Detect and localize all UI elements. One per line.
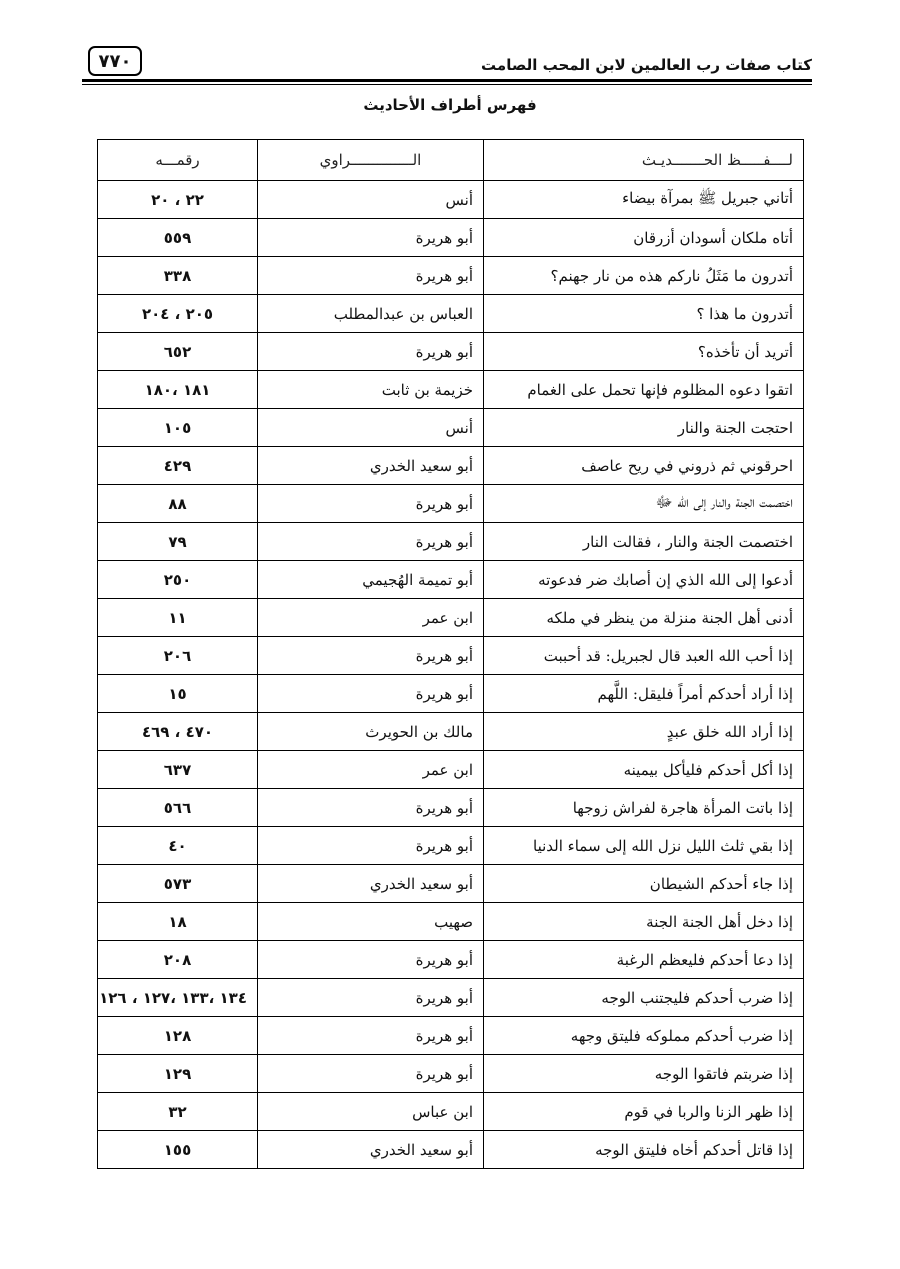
narrator-name: أبو هريرة	[258, 1055, 484, 1093]
narrator-name: ابن عمر	[258, 751, 484, 789]
narrator-name: أبو هريرة	[258, 485, 484, 523]
table-row	[98, 675, 804, 713]
narrator-name: أبو هريرة	[258, 523, 484, 561]
narrator-name: أنس	[258, 181, 484, 219]
table-row	[98, 523, 804, 561]
hadith-text: إذا أكل أحدكم فليأكل بيمينه	[484, 751, 804, 789]
table-row	[98, 219, 804, 257]
narrator-name: خزيمة بن ثابت	[258, 371, 484, 409]
table-row	[98, 371, 804, 409]
table-row	[98, 1093, 804, 1131]
hadith-index-table	[97, 139, 804, 1169]
narrator-name: أنس	[258, 409, 484, 447]
narrator-name: أبو هريرة	[258, 789, 484, 827]
hadith-number: ١١	[98, 599, 258, 637]
hadith-number: ٤٧٠ ، ٤٦٩	[98, 713, 258, 751]
hadith-number: ٣٢	[98, 1093, 258, 1131]
hadith-text: إذا باتت المرأة هاجرة لفراش زوجها	[484, 789, 804, 827]
table-row	[98, 181, 804, 219]
hadith-number: ٢٠٦	[98, 637, 258, 675]
hadith-text: أتريد أن تأخذه؟	[484, 333, 804, 371]
narrator-name: صهيب	[258, 903, 484, 941]
hadith-text: أتدرون ما مَثَلُ ناركم هذه من نار جهنم؟	[484, 257, 804, 295]
narrator-name: أبو هريرة	[258, 1017, 484, 1055]
hadith-text: إذا دخل أهل الجنة الجنة	[484, 903, 804, 941]
narrator-name: ابن عباس	[258, 1093, 484, 1131]
hadith-text: احرقوني ثم ذروني في ريح عاصف	[484, 447, 804, 485]
table-row	[98, 599, 804, 637]
narrator-name: أبو هريرة	[258, 941, 484, 979]
narrator-name: أبو هريرة	[258, 333, 484, 371]
hadith-text: إذا أحب الله العبد قال لجبريل: قد أحببت	[484, 637, 804, 675]
table-row	[98, 941, 804, 979]
hadith-text: أتاني جبريل ﷺ بمرآة بيضاء	[484, 181, 804, 219]
hadith-number: ٤٢٩	[98, 447, 258, 485]
table-row	[98, 751, 804, 789]
hadith-text: إذا ظهر الزنا والربا في قوم	[484, 1093, 804, 1131]
hadith-text: إذا دعا أحدكم فليعظم الرغبة	[484, 941, 804, 979]
table-body	[98, 181, 804, 1169]
hadith-number: ٦٥٢	[98, 333, 258, 371]
hadith-text: إذا أراد أحدكم أمراً فليقل: اللَّهم	[484, 675, 804, 713]
column-header-number: رقمـــه	[98, 140, 258, 181]
narrator-name: أبو هريرة	[258, 637, 484, 675]
table-row	[98, 447, 804, 485]
table-row	[98, 1017, 804, 1055]
header-rule-thin	[82, 84, 812, 85]
narrator-name: ابن عمر	[258, 599, 484, 637]
hadith-text: إذا ضرب أحدكم فليجتنب الوجه	[484, 979, 804, 1017]
table-row	[98, 295, 804, 333]
hadith-number: ٦٣٧	[98, 751, 258, 789]
hadith-text: إذا جاء أحدكم الشيطان	[484, 865, 804, 903]
table-row	[98, 827, 804, 865]
table-row	[98, 485, 804, 523]
hadith-text: إذا ضرب أحدكم مملوكه فليتق وجهه	[484, 1017, 804, 1055]
hadith-text: أدعوا إلى الله الذي إن أصابك ضر فدعوته	[484, 561, 804, 599]
hadith-text: إذا بقي ثلث الليل نزل الله إلى سماء الدنيا	[484, 827, 804, 865]
narrator-name: أبو هريرة	[258, 675, 484, 713]
narrator-name: أبو سعيد الخدري	[258, 447, 484, 485]
hadith-text: اتقوا دعوه المظلوم فإنها تحمل على الغمام	[484, 371, 804, 409]
narrator-name: مالك بن الحويرث	[258, 713, 484, 751]
hadith-number: ١٠٥	[98, 409, 258, 447]
hadith-number: ٨٨	[98, 485, 258, 523]
table-row	[98, 637, 804, 675]
narrator-name: العباس بن عبدالمطلب	[258, 295, 484, 333]
narrator-name: أبو هريرة	[258, 979, 484, 1017]
hadith-number: ٧٩	[98, 523, 258, 561]
hadith-text: احتجت الجنة والنار	[484, 409, 804, 447]
hadith-text: إذا ضربتم فاتقوا الوجه	[484, 1055, 804, 1093]
page-header	[82, 44, 812, 84]
hadith-text: اختصمت الجنة والنار ، فقالت النار	[484, 523, 804, 561]
table-row	[98, 865, 804, 903]
table-row	[98, 789, 804, 827]
hadith-number: ٥٥٩	[98, 219, 258, 257]
narrator-name: أبو تميمة الهُجيمي	[258, 561, 484, 599]
hadith-number: ٢٠٨	[98, 941, 258, 979]
hadith-number: ٥٦٦	[98, 789, 258, 827]
hadith-number: ٤٠	[98, 827, 258, 865]
table-row	[98, 903, 804, 941]
hadith-number: ٢٥٠	[98, 561, 258, 599]
hadith-number: ١٢٩	[98, 1055, 258, 1093]
table-row	[98, 1131, 804, 1169]
column-header-narrator: الــــــــــــــراوي	[258, 140, 484, 181]
hadith-text: إذا أراد الله خلق عبدٍ	[484, 713, 804, 751]
narrator-name: أبو هريرة	[258, 219, 484, 257]
hadith-text: أتاه ملكان أسودان أزرقان	[484, 219, 804, 257]
narrator-name: أبو سعيد الخدري	[258, 1131, 484, 1169]
table-row	[98, 713, 804, 751]
hadith-text: اختصمت الجنة والنار إلى الله ﷻ	[484, 485, 804, 523]
table-row	[98, 561, 804, 599]
narrator-name: أبو سعيد الخدري	[258, 865, 484, 903]
table-row	[98, 257, 804, 295]
table-row	[98, 333, 804, 371]
hadith-number: ١٥	[98, 675, 258, 713]
index-title: فهرس أطراف الأحاديث	[363, 96, 537, 114]
narrator-name: أبو هريرة	[258, 827, 484, 865]
hadith-number: ٥٧٣	[98, 865, 258, 903]
hadith-number: ٣٣٨	[98, 257, 258, 295]
table-row	[98, 979, 804, 1017]
table-row	[98, 1055, 804, 1093]
hadith-number: ٢٠٥ ، ٢٠٤	[98, 295, 258, 333]
hadith-number: ٢٢ ، ٢٠	[98, 181, 258, 219]
page-number: ٧٧٠	[88, 46, 142, 76]
narrator-name: أبو هريرة	[258, 257, 484, 295]
table-row	[98, 409, 804, 447]
hadith-number: ١٨١ ،١٨٠	[98, 371, 258, 409]
hadith-number: ١٨	[98, 903, 258, 941]
book-title: كتاب صفات رب العالمين لابن المحب الصامت	[481, 56, 812, 74]
hadith-number: ١٢٨	[98, 1017, 258, 1055]
hadith-text: أتدرون ما هذا ؟	[484, 295, 804, 333]
column-header-hadith: لــــفـــــظ الحـــــــديـث	[484, 140, 804, 181]
hadith-number: ١٥٥	[98, 1131, 258, 1169]
header-rule	[82, 79, 812, 82]
hadith-text: أدنى أهل الجنة منزلة من ينظر في ملكه	[484, 599, 804, 637]
hadith-number: ١٣٤ ،١٣٣ ،١٢٧ ، ١٢٦	[98, 979, 258, 1017]
table-header-row	[98, 140, 804, 181]
hadith-text: إذا قاتل أحدكم أخاه فليتق الوجه	[484, 1131, 804, 1169]
